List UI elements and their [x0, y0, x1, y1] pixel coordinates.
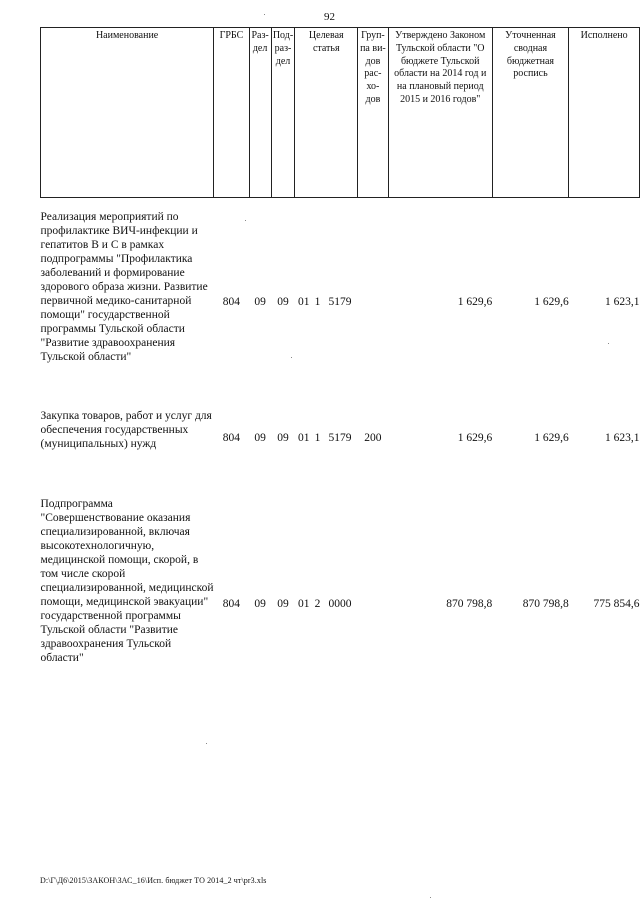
row-name: Закупка товаров, работ и услуг для обеспечения государственных (муниципальных) нужд — [40, 409, 212, 450]
scan-speck — [245, 220, 246, 221]
header-row — [41, 28, 640, 198]
row-target-article-program: 01 — [298, 296, 310, 308]
row-target-article-direction: 0000 — [328, 597, 352, 610]
row-razdel: 09 — [254, 597, 266, 610]
row-podrazdel: 09 — [277, 431, 289, 444]
row-name: Подпрограмма "Совершенствование оказания специализированной, включая высокотехнологичную, медицинской помощи, скорой, в том числе скорой специализированной, медицинской помощи, медицинской эвакуации" государственной программы Тульской области "Развитие здравоохранения Тульской области" — [40, 497, 214, 664]
row-razdel: 09 — [254, 431, 266, 444]
row-refined: 870 798,8 — [522, 597, 569, 610]
page-number: 92 — [324, 11, 335, 23]
row-expense-group — [358, 497, 389, 711]
row-executed: 775 854,6 — [593, 597, 640, 610]
table-row — [41, 497, 640, 711]
row-refined: 1 629,6 — [534, 296, 569, 308]
row-target-article-subprogram: 2 — [314, 597, 321, 610]
row-target-article-direction: 5179 — [328, 431, 352, 444]
row-razdel: 09 — [254, 296, 266, 308]
scan-speck — [291, 357, 292, 358]
header-podrazdel: Под-раз-дел — [271, 28, 295, 198]
header-name: Наименование — [41, 28, 214, 198]
row-podrazdel: 09 — [277, 296, 289, 308]
scan-speck — [430, 897, 431, 898]
table-row — [41, 210, 640, 395]
row-refined: 1 629,6 — [534, 431, 569, 444]
row-grbs: 804 — [222, 431, 241, 444]
row-target-article-direction: 5179 — [328, 296, 352, 308]
row-grbs: 804 — [222, 296, 241, 308]
row-target-article-program: 01 — [298, 431, 310, 444]
scan-speck — [608, 343, 609, 344]
row-target-article-subprogram: 1 — [314, 296, 321, 308]
header-expense-group: Груп-па ви-дов рас-хо-дов — [358, 28, 389, 198]
row-target-article-program: 01 — [298, 597, 310, 610]
row-target-article-subprogram: 1 — [314, 431, 321, 444]
scan-speck — [264, 14, 265, 15]
row-approved: 870 798,8 — [446, 597, 493, 610]
row-name: Реализация мероприятий по профилактике ВИЧ-инфекции и гепатитов B и C в рамках подпрограммы "Профилактика заболеваний и формирование здорового образа жизни. Развитие первичной медико-санитарной помощи" государственной программы Тульской области "Развитие здравоохранения Тульской области" — [40, 210, 208, 363]
row-executed: 1 623,1 — [605, 296, 640, 308]
header-executed: Исполнено — [569, 28, 640, 198]
row-approved: 1 629,6 — [457, 431, 493, 444]
row-executed: 1 623,1 — [605, 431, 640, 444]
header-razdel: Раз-дел — [249, 28, 271, 198]
row-expense-group — [358, 210, 389, 395]
row-podrazdel: 09 — [277, 597, 289, 610]
table-row — [41, 409, 640, 467]
header-approved: Утверждено Законом Тульской области "О бюджете Тульской области на 2014 год и на плановый период 2015 и 2016 годов" — [388, 28, 492, 198]
header-target-article: Целевая статья — [295, 28, 358, 198]
row-expense-group: 200 — [364, 431, 382, 444]
row-grbs: 804 — [222, 597, 241, 610]
scan-speck — [206, 743, 207, 744]
file-path-footer: D:\Г\Д6\2015\ЗАКОН\ЗАС_16\Исп. бюджет ТО 2014_2 чт\pr3.xls — [40, 876, 267, 885]
budget-table — [40, 27, 640, 711]
header-refined: Уточненная сводная бюджетная роспись — [492, 28, 569, 198]
header-grbs: ГРБС — [214, 28, 249, 198]
row-approved: 1 629,6 — [457, 296, 493, 308]
